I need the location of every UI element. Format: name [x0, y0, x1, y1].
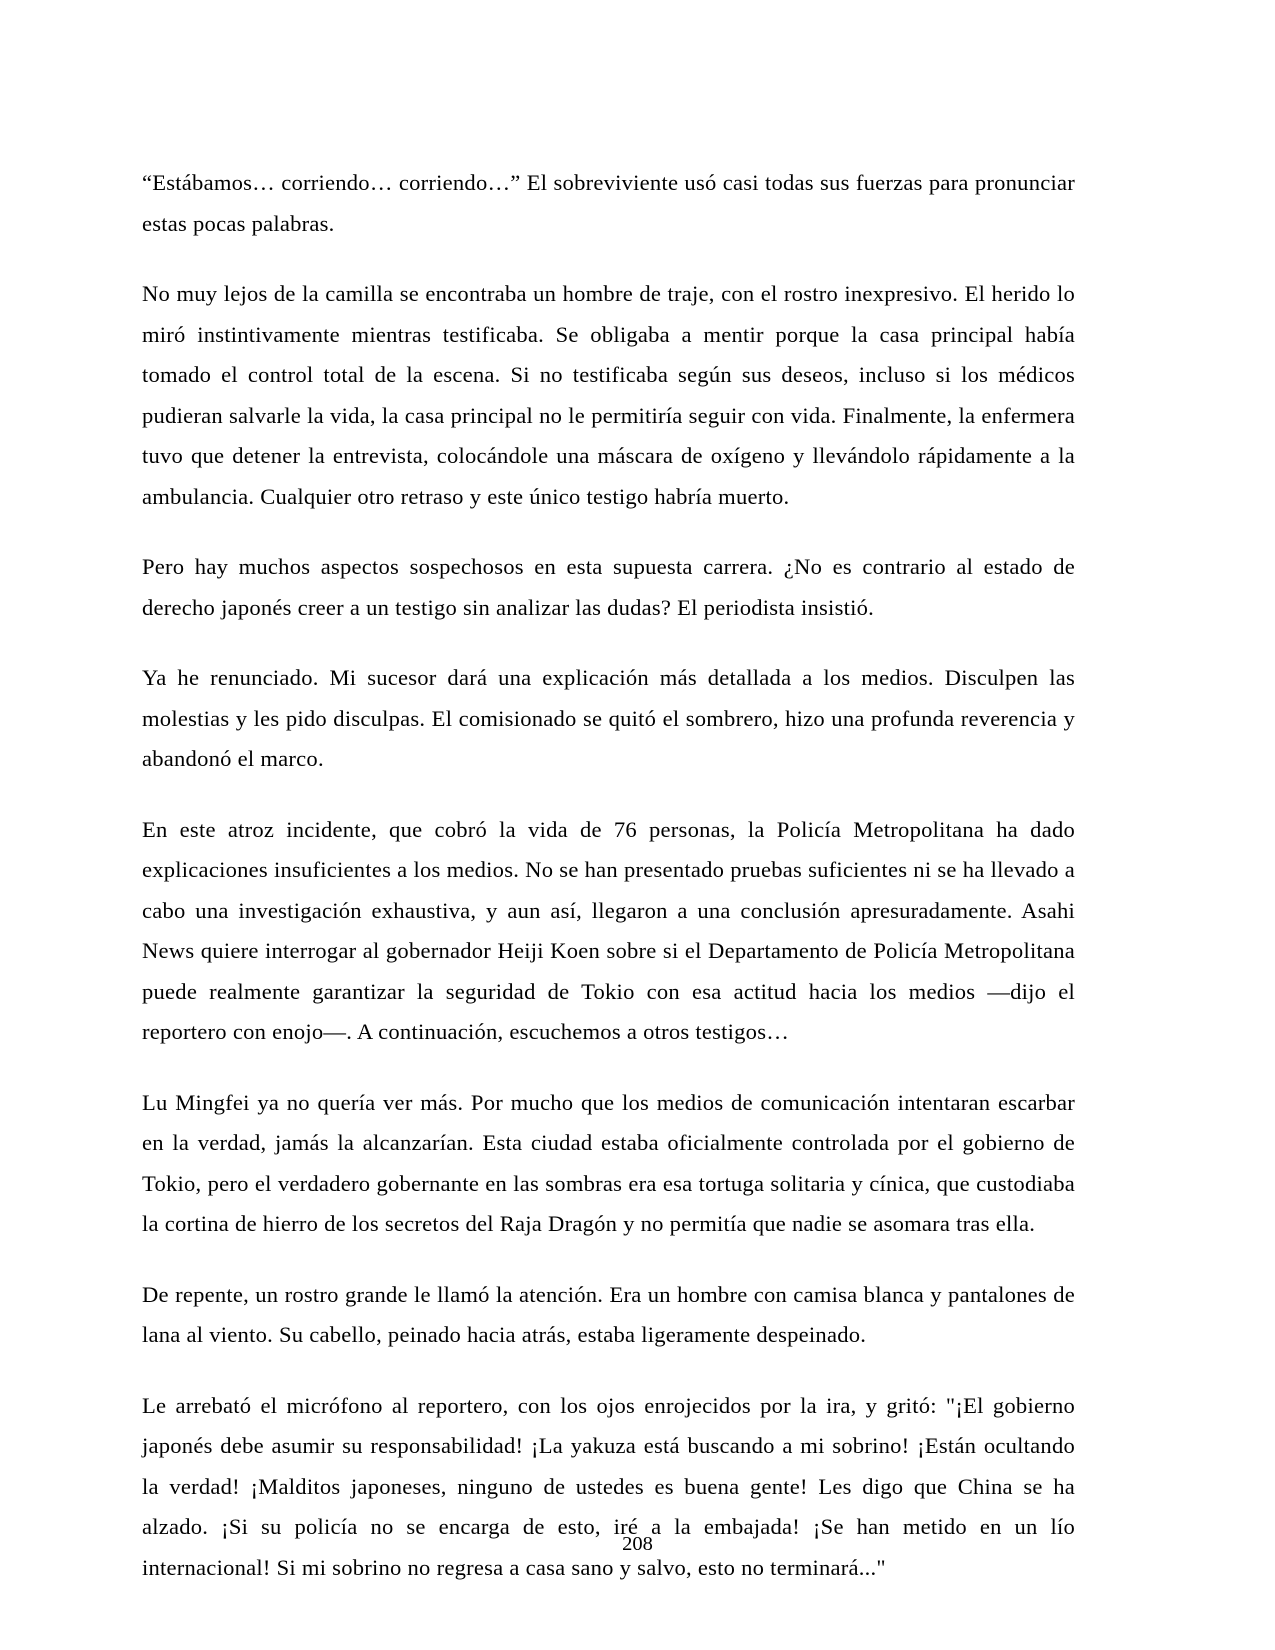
paragraph: Le arrebató el micrófono al reportero, con los ojos enrojecidos por la ira, y gritó: "¡El gobierno japonés debe asumir su responsabilidad! ¡La yakuza está buscando a mi sobrino! ¡Están ocultando la verdad! ¡Malditos japoneses, ninguno de ustedes es buena gente! Les digo que China se ha alzado. ¡Si su policía no se encarga de esto, iré a la embajada! ¡Se han metido en un lío internacional! Si mi sobrino no regresa a casa sano y salvo, esto no terminará..."	[142, 1392, 1075, 1580]
paragraph: Ya he renunciado. Mi sucesor dará una explicación más detallada a los medios. Disculpen las molestias y les pido disculpas. El comisionado se quitó el sombrero, hizo una profunda reverencia y abandonó el marco.	[142, 665, 1075, 771]
paragraph: Lu Mingfei ya no quería ver más. Por mucho que los medios de comunicación intentaran escarbar en la verdad, jamás la alcanzarían. Esta ciudad estaba oficialmente controlada por el gobierno de Tokio, pero el verdadero gobernante en las sombras era esa tortuga solitaria y cínica, que custodiaba la cortina de hierro de los secretos del Raja Dragón y no permitía que nadie se asomara tras ella.	[142, 1089, 1075, 1236]
page-body-text	[142, 163, 1075, 1588]
paragraph: No muy lejos de la camilla se encontraba un hombre de traje, con el rostro inexpresivo. El herido lo miró instintivamente mientras testificaba. Se obligaba a mentir porque la casa principal había tomado el control total de la escena. Si no testificaba según sus deseos, incluso si los médicos pudieran salvarle la vida, la casa principal no le permitiría seguir con vida. Finalmente, la enfermera tuvo que detener la entrevista, colocándole una máscara de oxígeno y llevándolo rápidamente a la ambulancia. Cualquier otro retraso y este único testigo habría muerto.	[142, 281, 1075, 509]
paragraph: En este atroz incidente, que cobró la vida de 76 personas, la Policía Metropolitana ha dado explicaciones insuficientes a los medios. No se han presentado pruebas suficientes ni se ha llevado a cabo una investigación exhaustiva, y aun así, llegaron a una conclusión apresuradamente. Asahi News quiere interrogar al gobernador Heiji Koen sobre si el Departamento de Policía Metropolitana puede realmente garantizar la seguridad de Tokio con esa actitud hacia los medios —dijo el reportero con enojo—. A continuación, escuchemos a otros testigos…	[142, 816, 1075, 1044]
paragraph: “Estábamos… corriendo… corriendo…” El sobreviviente usó casi todas sus fuerzas para pronunciar estas pocas palabras.	[142, 170, 1075, 236]
page-number: 208	[622, 1533, 653, 1555]
paragraph: Pero hay muchos aspectos sospechosos en esta supuesta carrera. ¿No es contrario al estado de derecho japonés creer a un testigo sin analizar las dudas? El periodista insistió.	[142, 554, 1075, 620]
paragraph: De repente, un rostro grande le llamó la atención. Era un hombre con camisa blanca y pantalones de lana al viento. Su cabello, peinado hacia atrás, estaba ligeramente despeinado.	[142, 1281, 1075, 1347]
